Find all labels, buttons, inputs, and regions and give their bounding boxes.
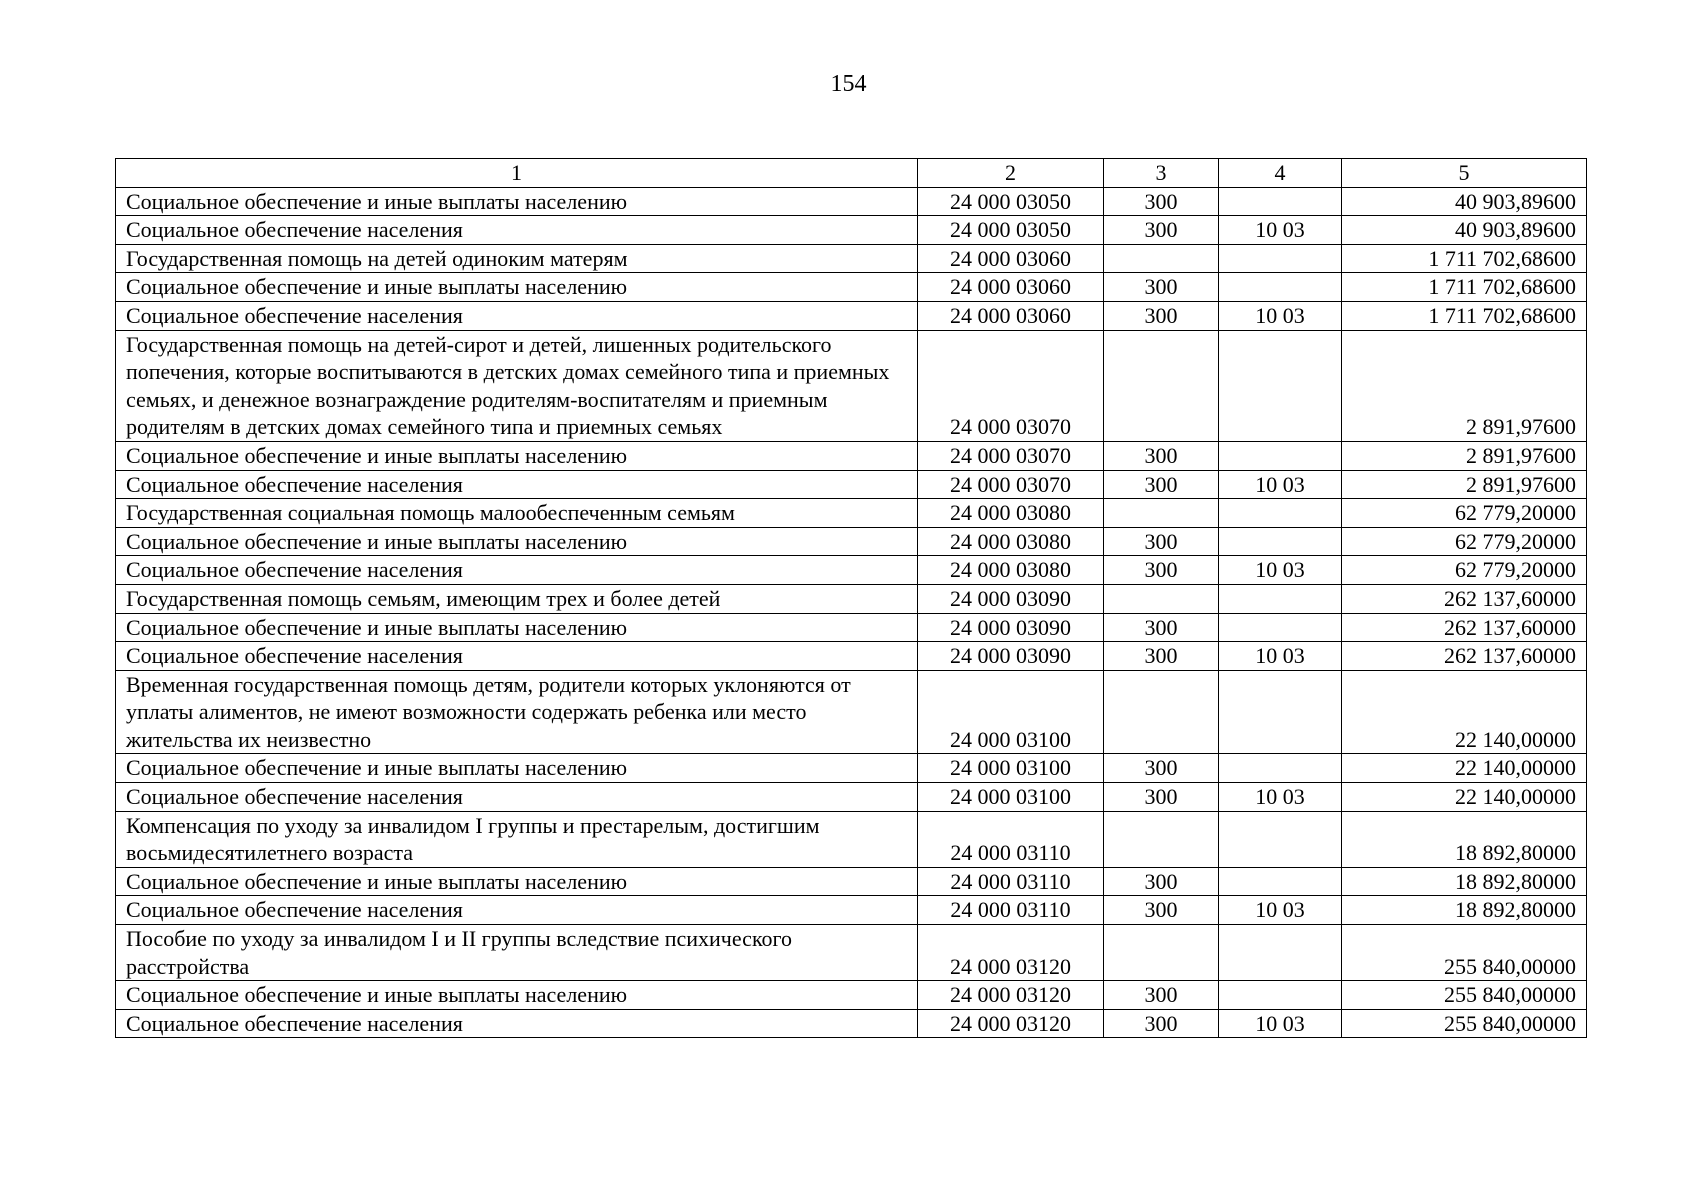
- amount-cell: 40 903,89600: [1342, 187, 1587, 216]
- table-row: [116, 499, 1587, 528]
- expense-type-cell: 300: [1104, 754, 1219, 783]
- amount-cell: 255 840,00000: [1342, 925, 1587, 981]
- target-code-cell: 24 000 03070: [918, 330, 1104, 441]
- expense-type-cell: 300: [1104, 273, 1219, 302]
- row-name-cell: Социальное обеспечение населения: [116, 556, 918, 585]
- row-name-cell: Социальное обеспечение и иные выплаты населению: [116, 273, 918, 302]
- section-cell: 10 03: [1219, 301, 1342, 330]
- expense-type-cell: 300: [1104, 981, 1219, 1010]
- target-code-cell: 24 000 03110: [918, 811, 1104, 867]
- column-header: 2: [918, 159, 1104, 188]
- row-name-cell: Социальное обеспечение и иные выплаты населению: [116, 754, 918, 783]
- row-name-cell: Социальное обеспечение населения: [116, 301, 918, 330]
- row-name-cell: Временная государственная помощь детям, родители которых уклоняются от уплаты алиментов, не имеют возможности содержать ребенка или место жительства их неизвестно: [116, 670, 918, 754]
- column-header: 5: [1342, 159, 1587, 188]
- expense-type-cell: 300: [1104, 556, 1219, 585]
- expense-type-cell: 300: [1104, 470, 1219, 499]
- target-code-cell: 24 000 03110: [918, 867, 1104, 896]
- target-code-cell: 24 000 03070: [918, 441, 1104, 470]
- row-name-cell: Социальное обеспечение и иные выплаты населению: [116, 527, 918, 556]
- amount-cell: 1 711 702,68600: [1342, 273, 1587, 302]
- row-name-cell: Государственная помощь на детей-сирот и детей, лишенных родительского попечения, которые воспитываются в детских домах семейного типа и приемных семьях, и денежное вознаграждение родителям-воспитателям и приемным родителям в детских домах семейного типа и приемных семьях: [116, 330, 918, 441]
- table-row: [116, 273, 1587, 302]
- table-row: [116, 867, 1587, 896]
- amount-cell: 262 137,60000: [1342, 642, 1587, 671]
- expense-type-cell: 300: [1104, 187, 1219, 216]
- target-code-cell: 24 000 03060: [918, 301, 1104, 330]
- expense-type-cell: 300: [1104, 896, 1219, 925]
- expense-type-cell: 300: [1104, 527, 1219, 556]
- section-cell: 10 03: [1219, 642, 1342, 671]
- expense-type-cell: [1104, 925, 1219, 981]
- header-row: [116, 159, 1587, 188]
- expense-type-cell: [1104, 330, 1219, 441]
- row-name-cell: Социальное обеспечение населения: [116, 642, 918, 671]
- row-name-cell: Социальное обеспечение и иные выплаты населению: [116, 981, 918, 1010]
- expense-type-cell: [1104, 670, 1219, 754]
- table-row: [116, 811, 1587, 867]
- section-cell: [1219, 330, 1342, 441]
- section-cell: [1219, 811, 1342, 867]
- section-cell: [1219, 499, 1342, 528]
- row-name-cell: Социальное обеспечение населения: [116, 1009, 918, 1038]
- section-cell: [1219, 527, 1342, 556]
- section-cell: 10 03: [1219, 556, 1342, 585]
- row-name-cell: Социальное обеспечение и иные выплаты населению: [116, 613, 918, 642]
- section-cell: [1219, 670, 1342, 754]
- table-row: [116, 670, 1587, 754]
- target-code-cell: 24 000 03100: [918, 783, 1104, 812]
- section-cell: [1219, 441, 1342, 470]
- table-row: [116, 441, 1587, 470]
- target-code-cell: 24 000 03080: [918, 556, 1104, 585]
- amount-cell: 62 779,20000: [1342, 527, 1587, 556]
- expense-type-cell: 300: [1104, 783, 1219, 812]
- section-cell: [1219, 273, 1342, 302]
- table-row: [116, 556, 1587, 585]
- expense-type-cell: 300: [1104, 1009, 1219, 1038]
- section-cell: 10 03: [1219, 1009, 1342, 1038]
- row-name-cell: Государственная социальная помощь малообеспеченным семьям: [116, 499, 918, 528]
- expense-type-cell: 300: [1104, 216, 1219, 245]
- row-name-cell: Социальное обеспечение и иные выплаты населению: [116, 441, 918, 470]
- amount-cell: 2 891,97600: [1342, 441, 1587, 470]
- row-name-cell: Социальное обеспечение и иные выплаты населению: [116, 187, 918, 216]
- table-row: [116, 527, 1587, 556]
- target-code-cell: 24 000 03050: [918, 187, 1104, 216]
- section-cell: 10 03: [1219, 783, 1342, 812]
- target-code-cell: 24 000 03120: [918, 1009, 1104, 1038]
- expense-type-cell: [1104, 499, 1219, 528]
- expense-type-cell: 300: [1104, 441, 1219, 470]
- amount-cell: 62 779,20000: [1342, 499, 1587, 528]
- amount-cell: 18 892,80000: [1342, 896, 1587, 925]
- target-code-cell: 24 000 03120: [918, 925, 1104, 981]
- section-cell: [1219, 244, 1342, 273]
- table-row: [116, 981, 1587, 1010]
- section-cell: [1219, 754, 1342, 783]
- target-code-cell: 24 000 03080: [918, 527, 1104, 556]
- target-code-cell: 24 000 03070: [918, 470, 1104, 499]
- amount-cell: 18 892,80000: [1342, 811, 1587, 867]
- target-code-cell: 24 000 03090: [918, 613, 1104, 642]
- table-row: [116, 584, 1587, 613]
- row-name-cell: Социальное обеспечение населения: [116, 896, 918, 925]
- row-name-cell: Государственная помощь семьям, имеющим трех и более детей: [116, 584, 918, 613]
- expense-type-cell: [1104, 244, 1219, 273]
- budget-table: [115, 158, 1587, 1038]
- table-row: [116, 754, 1587, 783]
- table-row: [116, 896, 1587, 925]
- row-name-cell: Социальное обеспечение и иные выплаты населению: [116, 867, 918, 896]
- row-name-cell: Социальное обеспечение населения: [116, 470, 918, 499]
- table-row: [116, 216, 1587, 245]
- amount-cell: 262 137,60000: [1342, 584, 1587, 613]
- target-code-cell: 24 000 03090: [918, 584, 1104, 613]
- amount-cell: 262 137,60000: [1342, 613, 1587, 642]
- amount-cell: 22 140,00000: [1342, 783, 1587, 812]
- target-code-cell: 24 000 03120: [918, 981, 1104, 1010]
- table-row: [116, 642, 1587, 671]
- target-code-cell: 24 000 03080: [918, 499, 1104, 528]
- row-name-cell: Компенсация по уходу за инвалидом I группы и престарелым, достигшим восьмидесятилетнего возраста: [116, 811, 918, 867]
- section-cell: 10 03: [1219, 216, 1342, 245]
- table-row: [116, 301, 1587, 330]
- table-body: [116, 187, 1587, 1038]
- section-cell: [1219, 584, 1342, 613]
- target-code-cell: 24 000 03050: [918, 216, 1104, 245]
- expense-type-cell: 300: [1104, 867, 1219, 896]
- amount-cell: 40 903,89600: [1342, 216, 1587, 245]
- page-number: 154: [830, 71, 867, 97]
- amount-cell: 62 779,20000: [1342, 556, 1587, 585]
- section-cell: 10 03: [1219, 470, 1342, 499]
- row-name-cell: Социальное обеспечение населения: [116, 216, 918, 245]
- row-name-cell: Государственная помощь на детей одиноким матерям: [116, 244, 918, 273]
- target-code-cell: 24 000 03100: [918, 754, 1104, 783]
- row-name-cell: Социальное обеспечение населения: [116, 783, 918, 812]
- target-code-cell: 24 000 03110: [918, 896, 1104, 925]
- amount-cell: 255 840,00000: [1342, 1009, 1587, 1038]
- target-code-cell: 24 000 03060: [918, 273, 1104, 302]
- table-row: [116, 187, 1587, 216]
- column-header: 1: [116, 159, 918, 188]
- section-cell: [1219, 613, 1342, 642]
- section-cell: [1219, 867, 1342, 896]
- amount-cell: 1 711 702,68600: [1342, 301, 1587, 330]
- expense-type-cell: 300: [1104, 613, 1219, 642]
- row-name-cell: Пособие по уходу за инвалидом I и II группы вследствие психического расстройства: [116, 925, 918, 981]
- amount-cell: 2 891,97600: [1342, 330, 1587, 441]
- column-header: 3: [1104, 159, 1219, 188]
- target-code-cell: 24 000 03090: [918, 642, 1104, 671]
- expense-type-cell: [1104, 811, 1219, 867]
- section-cell: [1219, 925, 1342, 981]
- target-code-cell: 24 000 03100: [918, 670, 1104, 754]
- table-row: [116, 244, 1587, 273]
- amount-cell: 255 840,00000: [1342, 981, 1587, 1010]
- table-row: [116, 925, 1587, 981]
- section-cell: 10 03: [1219, 896, 1342, 925]
- amount-cell: 1 711 702,68600: [1342, 244, 1587, 273]
- table-row: [116, 1009, 1587, 1038]
- section-cell: [1219, 981, 1342, 1010]
- amount-cell: 18 892,80000: [1342, 867, 1587, 896]
- table-row: [116, 613, 1587, 642]
- amount-cell: 22 140,00000: [1342, 754, 1587, 783]
- table-row: [116, 330, 1587, 441]
- table-row: [116, 783, 1587, 812]
- target-code-cell: 24 000 03060: [918, 244, 1104, 273]
- expense-type-cell: 300: [1104, 301, 1219, 330]
- table-row: [116, 470, 1587, 499]
- expense-type-cell: 300: [1104, 642, 1219, 671]
- section-cell: [1219, 187, 1342, 216]
- amount-cell: 2 891,97600: [1342, 470, 1587, 499]
- column-header: 4: [1219, 159, 1342, 188]
- expense-type-cell: [1104, 584, 1219, 613]
- amount-cell: 22 140,00000: [1342, 670, 1587, 754]
